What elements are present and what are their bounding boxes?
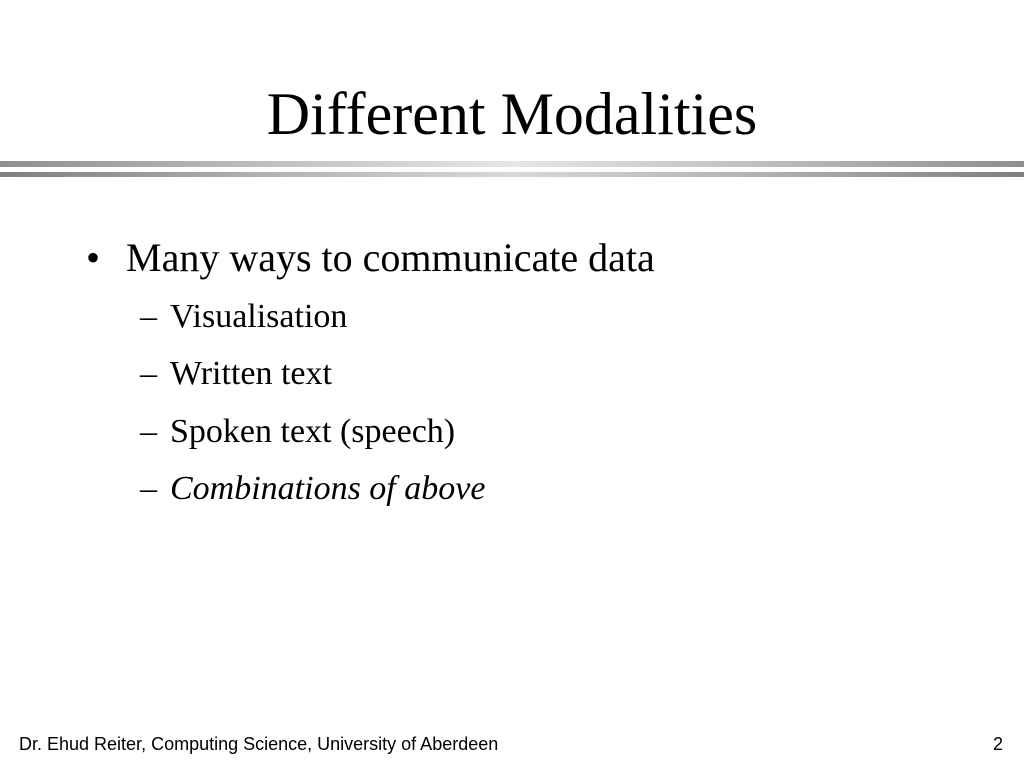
sub-item-text: Combinations of above xyxy=(170,470,486,507)
dash-icon: – xyxy=(140,298,157,335)
sub-item-spoken-text xyxy=(140,409,455,455)
bullet-icon: • xyxy=(86,235,101,280)
bullet-item xyxy=(86,230,655,286)
sub-item-combinations xyxy=(140,466,485,512)
dash-icon: – xyxy=(140,413,157,450)
title-divider-bottom xyxy=(0,172,1024,177)
sub-item-text: Visualisation xyxy=(170,298,348,335)
title-divider-top xyxy=(0,161,1024,167)
page-number: 2 xyxy=(992,734,1003,754)
bullet-text: Many ways to communicate data xyxy=(126,235,655,280)
sub-item-text: Spoken text (speech) xyxy=(170,413,456,450)
footer-credit: Dr. Ehud Reiter, Computing Science, University of Aberdeen xyxy=(19,734,499,754)
dash-icon: – xyxy=(140,470,157,507)
sub-item-text: Written text xyxy=(170,355,332,392)
dash-icon: – xyxy=(140,355,157,392)
sub-item-visualisation xyxy=(140,294,347,340)
sub-item-written-text xyxy=(140,351,332,397)
slide-title: Different Modalities xyxy=(266,81,758,147)
